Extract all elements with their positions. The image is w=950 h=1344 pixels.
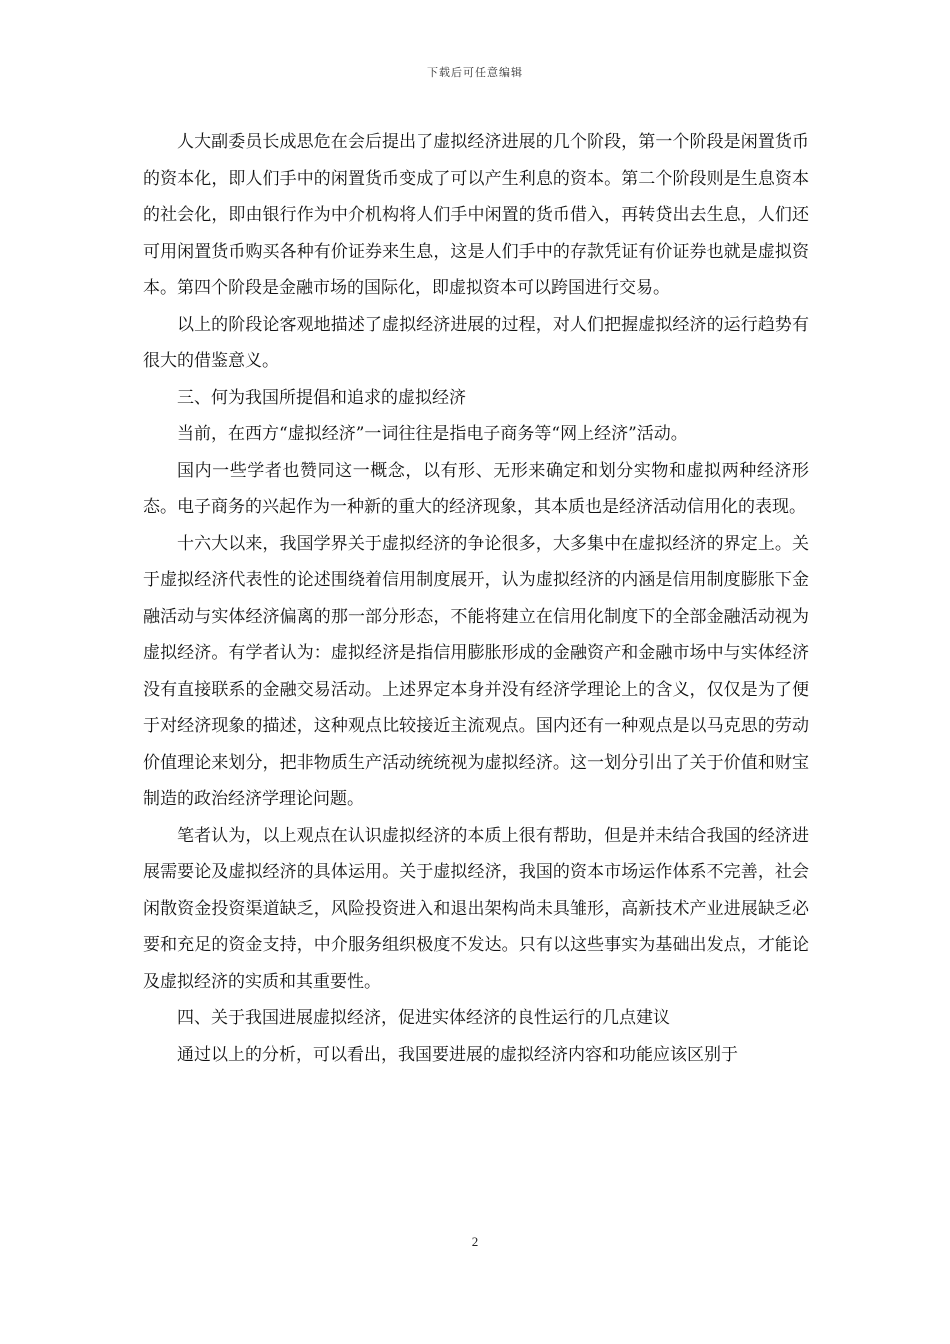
page-number: 2	[471, 1234, 479, 1249]
document-body	[143, 124, 809, 1073]
paragraph: 十六大以来，我国学界关于虚拟经济的争论很多，大多集中在虚拟经济的界定上。关于虚拟经济代表性的论述围绕着信用制度展开，认为虚拟经济的内涵是信用制度膨胀下金融活动与实体经济偏离的那一部分形态，不能将建立在信用化制度下的全部金融活动视为虚拟经济。有学者认为：虚拟经济是指信用膨胀形成的金融资产和金融市场中与实体经济没有直接联系的金融交易活动。上述界定本身并没有经济学理论上的含义，仅仅是为了便于对经济现象的描述，这种观点比较接近主流观点。国内还有一种观点是以马克思的劳动价值理论来划分，把非物质生产活动统统视为虚拟经济。这一划分引出了关于价值和财宝制造的政治经济学理论问题。	[143, 533, 809, 809]
paragraph: 人大副委员长成思危在会后提出了虚拟经济进展的几个阶段，第一个阶段是闲置货币的资本化，即人们手中的闲置货币变成了可以产生利息的资本。第二个阶段则是生息资本的社会化，即由银行作为中介机构将人们手中闲置的货币借入，再转贷出去生息，人们还可用闲置货币购买各种有价证券来生息，这是人们手中的存款凭证有价证券也就是虚拟资本。第四个阶段是金融市场的国际化，即虚拟资本可以跨国进行交易。	[143, 132, 809, 298]
paragraph: 以上的阶段论客观地描述了虚拟经济进展的过程，对人们把握虚拟经济的运行趋势有很大的借鉴意义。	[143, 314, 809, 371]
section-heading: 四、关于我国进展虚拟经济，促进实体经济的良性运行的几点建议	[177, 1008, 670, 1028]
page-header: 下载后可任意编辑	[427, 66, 523, 79]
paragraph: 笔者认为，以上观点在认识虚拟经济的本质上很有帮助，但是并未结合我国的经济进展需要论及虚拟经济的具体运用。关于虚拟经济，我国的资本市场运作体系不完善，社会闲散资金投资渠道缺乏，风险投资进入和退出架构尚未具雏形，高新技术产业进展缺乏必要和充足的资金支持，中介服务组织极度不发达。只有以这些事实为基础出发点，才能论及虚拟经济的实质和其重要性。	[143, 825, 809, 992]
paragraph: 国内一些学者也赞同这一概念，以有形、无形来确定和划分实物和虚拟两种经济形态。电子商务的兴起作为一种新的重大的经济现象，其本质也是经济活动信用化的表现。	[143, 460, 809, 517]
paragraph: 通过以上的分析，可以看出，我国要进展的虚拟经济内容和功能应该区别于	[177, 1044, 738, 1065]
paragraph: 当前，在西方“虚拟经济”一词往往是指电子商务等“网上经济”活动。	[177, 424, 688, 444]
section-heading: 三、何为我国所提倡和追求的虚拟经济	[177, 387, 466, 408]
